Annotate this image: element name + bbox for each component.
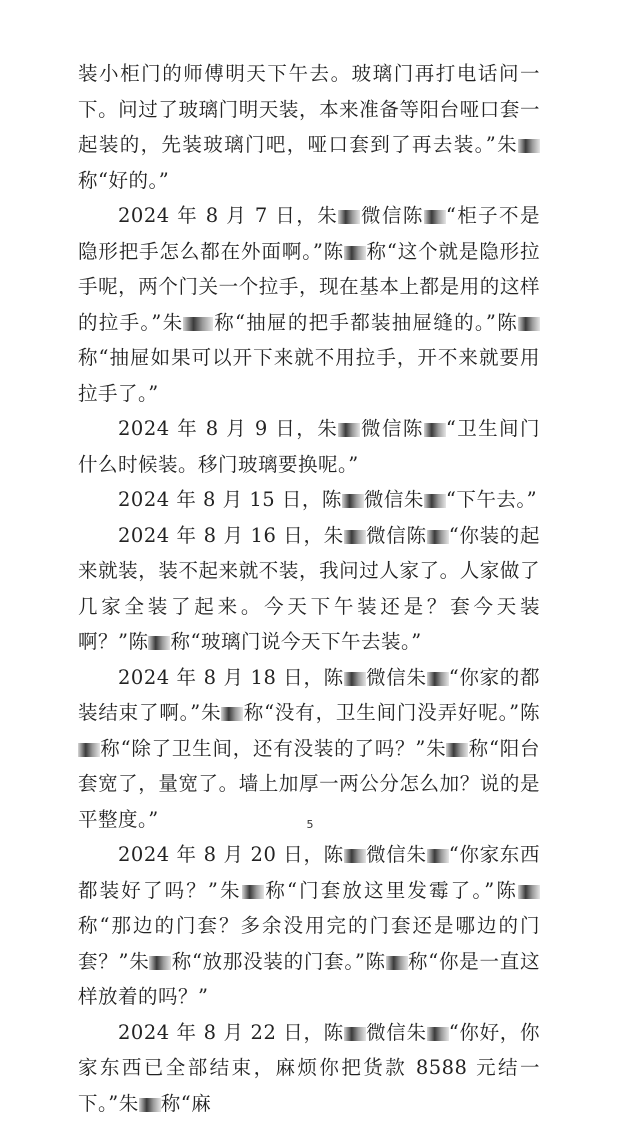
redacted-name <box>149 956 171 970</box>
text-run: 微信朱 <box>366 843 427 866</box>
text-run: “你家的都装结束了啊。”朱 <box>78 666 540 725</box>
text-run: 称“麻 <box>161 1092 211 1115</box>
redacted-name <box>344 246 366 260</box>
redacted-name <box>342 494 364 508</box>
text-run: 称“没有，卫生间门没弄好呢。”陈 <box>243 701 540 724</box>
redacted-name <box>427 672 449 686</box>
text-run: 微信陈 <box>366 524 427 547</box>
text-run: 2024 年 8 月 18 日，陈 <box>118 666 344 689</box>
redacted-name <box>344 530 366 544</box>
text-run: 2024 年 8 月 7 日，朱 <box>118 204 338 227</box>
paragraph <box>78 1015 540 1121</box>
redacted-name <box>338 423 360 437</box>
redacted-name <box>344 672 366 686</box>
text-run: 称“那边的门套？多余没用完的门套还是哪边的门套？”朱 <box>78 914 540 973</box>
redacted-name <box>344 1027 366 1041</box>
text-run: 称“这个就是隐形拉手呢，两个门关一个拉手，现在基本上都是用的这样的拉手。”朱 <box>78 240 540 334</box>
text-run: “你家东西都装好了吗？”朱 <box>78 843 540 902</box>
text-run: 称“抽屉如果可以开下来就不用拉手，开不来就要用拉手了。” <box>78 346 540 405</box>
body-text <box>78 56 540 1121</box>
redacted-name <box>139 1098 161 1112</box>
paragraph <box>78 56 540 198</box>
paragraph <box>78 482 540 518</box>
redacted-name <box>427 1027 449 1041</box>
text-run: “柜子不是隐形把手怎么都在外面啊。”陈 <box>78 204 540 263</box>
text-run: “你装的起来就装，装不起来就不装，我问过人家了。人家做了几家全装了起来。今天下午装还是？套今天装啊？”陈 <box>78 524 540 654</box>
paragraph <box>78 660 540 838</box>
text-run: 称“除了卫生间，还有没装的了吗？”朱 <box>100 737 446 760</box>
redacted-name <box>338 210 360 224</box>
text-run: “卫生间门什么时候装。移门玻璃要换呢。” <box>78 417 540 476</box>
redacted-name <box>427 849 449 863</box>
text-run: 2024 年 8 月 20 日，陈 <box>118 843 344 866</box>
redacted-name <box>183 317 213 331</box>
text-run: 称“门套放这里发霉了。”陈 <box>264 879 518 902</box>
text-run: 微信陈 <box>360 204 424 227</box>
text-run: “下午去。” <box>446 488 537 511</box>
redacted-name <box>148 636 170 650</box>
redacted-name <box>518 317 540 331</box>
text-run: 2024 年 8 月 16 日，朱 <box>118 524 344 547</box>
text-run: 称“抽屉的把手都装抽屉缝的。”陈 <box>213 311 518 334</box>
redacted-name <box>424 423 446 437</box>
text-run: 微信朱 <box>364 488 424 511</box>
redacted-name <box>242 885 264 899</box>
text-run: 微信朱 <box>366 1021 427 1044</box>
text-run: 微信朱 <box>366 666 427 689</box>
redacted-name <box>344 849 366 863</box>
text-run: 2024 年 8 月 9 日，朱 <box>118 417 338 440</box>
text-run: “你好，你家东西已全部结束，麻烦你把货款 8588 元结一下。”朱 <box>78 1021 540 1115</box>
paragraph <box>78 198 540 411</box>
paragraph <box>78 518 540 660</box>
redacted-name <box>424 210 446 224</box>
text-run: 称“你是一直这样放着的吗？” <box>78 950 540 1009</box>
page-number: 5 <box>0 818 620 831</box>
text-run: 微信陈 <box>360 417 424 440</box>
paragraph <box>78 837 540 1015</box>
text-run: 称“玻璃门说今天下午去装。” <box>170 630 421 653</box>
redacted-name <box>386 956 408 970</box>
redacted-name <box>518 139 540 153</box>
text-run: 2024 年 8 月 22 日，陈 <box>118 1021 344 1044</box>
redacted-name <box>78 743 100 757</box>
redacted-name <box>424 494 446 508</box>
text-run: 称“放那没装的门套。”陈 <box>171 950 385 973</box>
redacted-name <box>221 707 243 721</box>
text-run: 装小柜门的师傅明天下午去。玻璃门再打电话问一下。问过了玻璃门明天装，本来准备等阳台哑口套一起装的，先装玻璃门吧，哑口套到了再去装。”朱 <box>78 62 540 156</box>
redacted-name <box>427 530 449 544</box>
redacted-name <box>518 885 540 899</box>
redacted-name <box>446 743 468 757</box>
text-run: 称“好的。” <box>78 169 169 192</box>
text-run: 2024 年 8 月 15 日，陈 <box>118 488 342 511</box>
text-run: 称“阳台套宽了，量宽了。墙上加厚一两公分怎么加？说的是平整度。” <box>78 737 540 831</box>
paragraph <box>78 411 540 482</box>
